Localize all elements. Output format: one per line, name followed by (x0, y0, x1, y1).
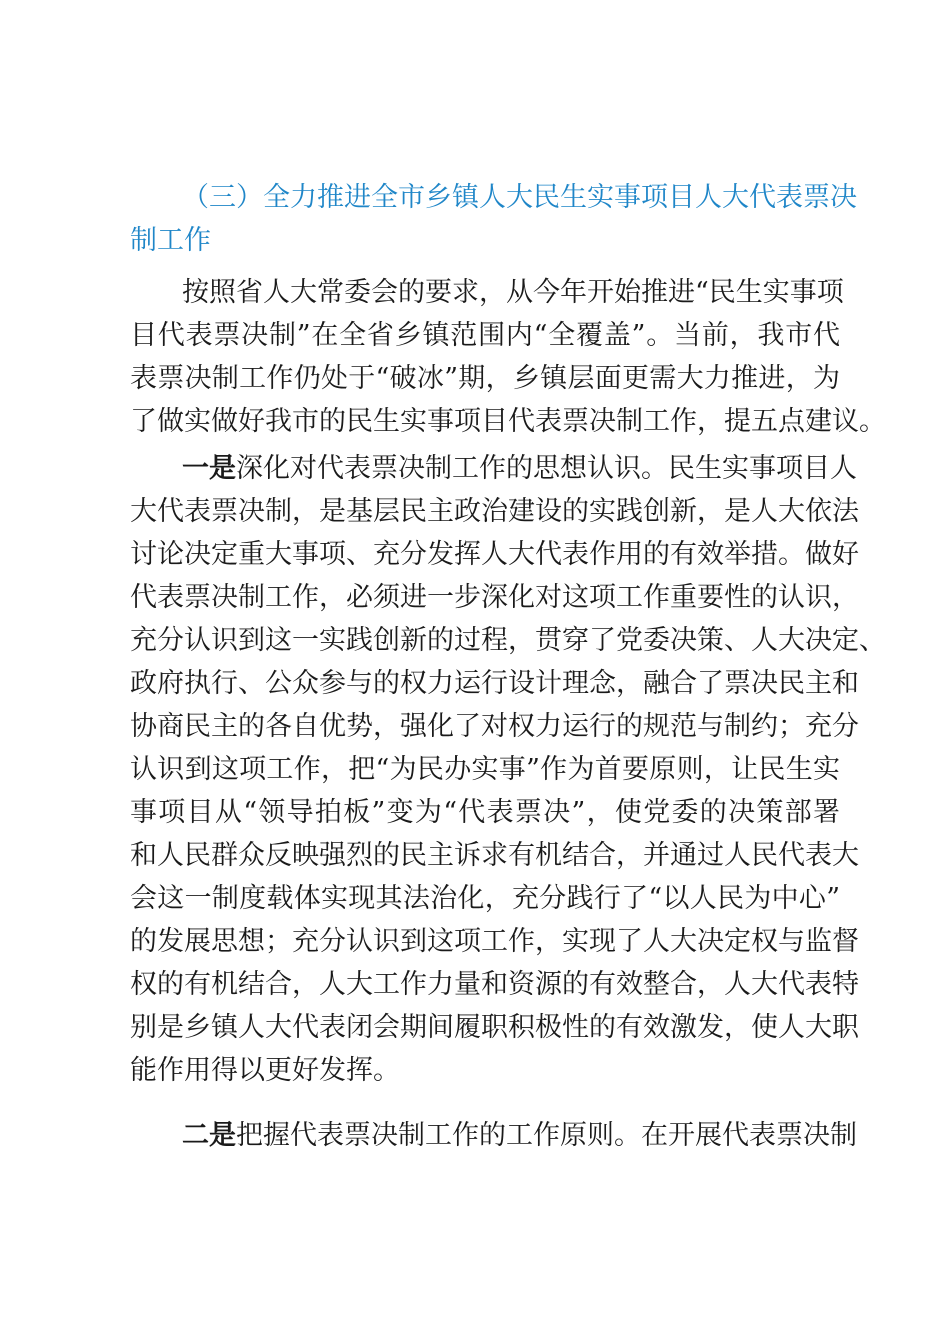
paragraph-2-lead: 一是 (182, 453, 236, 484)
paragraph-2-line-1 (182, 451, 857, 487)
paragraph-2-line-6: 政府执行、公众参与的权力运行设计理念，融合了票决民主和 (130, 668, 859, 699)
paragraph-1-line-3: 表票决制工作仍处于“破冰”期，乡镇层面更需大力推进，为 (130, 363, 840, 394)
paragraph-2-line-2: 大代表票决制，是基层民主政治建设的实践创新，是人大依法 (130, 496, 859, 527)
paragraph-1-line-1: 按照省人大常委会的要求，从今年开始推进“民生实事项 (182, 277, 844, 308)
paragraph-2-line-11: 会这一制度载体实现其法治化，充分践行了“以人民为中心” (130, 883, 840, 914)
paragraph-3-line-1 (182, 1118, 857, 1154)
paragraph-2-line-3: 讨论决定重大事项、充分发挥人大代表作用的有效举措。做好 (130, 539, 859, 570)
paragraph-2-line-7: 协商民主的各自优势，强化了对权力运行的规范与制约；充分 (130, 711, 859, 742)
paragraph-3-first-rest: 把握代表票决制工作的工作原则。在开展代表票决制 (236, 1120, 857, 1151)
paragraph-1-line-4: 了做实做好我市的民生实事项目代表票决制工作，提五点建议。 (130, 406, 886, 437)
paragraph-2-first-rest: 深化对代表票决制工作的思想认识。民生实事项目人 (236, 453, 857, 484)
section-heading-line-2: 制工作 (130, 225, 211, 256)
paragraph-2-line-10: 和人民群众反映强烈的民主诉求有机结合，并通过人民代表大 (130, 840, 859, 871)
paragraph-2-line-12: 的发展思想；充分认识到这项工作，实现了人大决定权与监督 (130, 926, 859, 957)
paragraph-2-line-15: 能作用得以更好发挥。 (130, 1055, 400, 1086)
paragraph-1-line-2: 目代表票决制”在全省乡镇范围内“全覆盖”。当前，我市代 (130, 320, 840, 351)
section-heading-line-1: （三）全力推进全市乡镇人大民生实事项目人大代表票决 (182, 182, 857, 213)
paragraph-2-line-8: 认识到这项工作，把“为民办实事”作为首要原则，让民生实 (130, 754, 840, 785)
paragraph-3-lead: 二是 (182, 1120, 236, 1151)
paragraph-2-line-9: 事项目从“领导拍板”变为“代表票决”，使党委的决策部署 (130, 797, 840, 828)
paragraph-2-line-4: 代表票决制工作，必须进一步深化对这项工作重要性的认识， (130, 582, 859, 613)
paragraph-2-line-5: 充分认识到这一实践创新的过程，贯穿了党委决策、人大决定、 (130, 625, 886, 656)
paragraph-2-line-13: 权的有机结合，人大工作力量和资源的有效整合，人大代表特 (130, 969, 859, 1000)
paragraph-2-line-14: 别是乡镇人大代表闭会期间履职积极性的有效激发，使人大职 (130, 1012, 859, 1043)
